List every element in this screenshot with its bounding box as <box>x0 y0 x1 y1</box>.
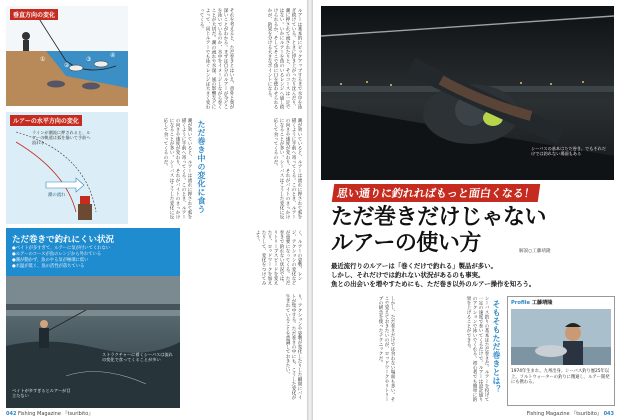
profile-name: 工藤靖隆 <box>531 300 553 306</box>
left-text-column-4: く、ルアーの姿勢、レンジ、アクションの変化などが重要になってくる。ただ巻きで釣れない状況では、リトリーブスピードを変えたり、ロッドワークを加えたりして、変化をつけてみよう。 <box>255 230 302 286</box>
panel-title: ただ巻きで釣れにくい状況 <box>12 235 115 245</box>
panel-photo-caption: ストラクチャーに着くシーバスは流れの変化で食ってくることが多い <box>102 352 173 363</box>
hero-caption: シーバスの基本はただ巻き。でもそれだけでは釣れない場面もある <box>531 146 606 157</box>
right-page <box>313 0 620 420</box>
left-text-column-3b: 潮が効いていると、ルアーは流れに押されて弧を描くように手前へ寄ってくる。このとき、ルアーの向きや速度が変わり、それがバイトのきっかけになることが多い。シーバスはこうした変化に反応して食ってくるのだ。 <box>273 118 302 220</box>
credit: 解説○工藤靖隆 <box>519 249 551 254</box>
left-page-number: 042 <box>6 411 17 417</box>
panel-bullet: ●ベイトが多すぎて、ルアーに気が付いてくれない <box>12 246 111 251</box>
left-folio-text: Fishing Magazine 『tsuribito』 <box>18 411 94 417</box>
panel-bullet-list <box>12 246 176 270</box>
fig1-step-4: ④ <box>110 52 116 59</box>
profile-text: 1974年生まれ。九州出身。シーバス釣り歴25年以上。ソルトウォーターの釣りに精通し、ルアー開発にも携わる。 <box>511 369 610 386</box>
left-text-column-3: 潮が効いていると、ルアーは流れに押されて弧を描くように手前へ寄ってくる。このとき、ルアーの向きや速度が変わり、それがバイトのきっかけになることが多い。シーバスはこうした変化に反応して食ってくるのだ。 <box>163 118 192 220</box>
right-text-column-2: しかし、ただ巻きだけでは食わない場面も多い。そこで覚えておきたいのが、ロッドワークやリトリーブの緩急を使ったテクニックだ。 <box>378 296 395 402</box>
catch-line-text: 思い通りに釣れればもっと面白くなる！ <box>332 184 541 202</box>
figure-horizontal-change <box>6 112 128 224</box>
figure-vertical-title: 垂直方向の変化 <box>10 9 58 20</box>
left-text-column-5: り、アクションや姿勢が変化したりした瞬間にバイトが集中する。ただ巻きの中にも、こうした変化が生まれていることを意識しておきたい。 <box>285 294 302 400</box>
lead-line: しかし、それだけでは釣れない状況があるのも事実。 <box>331 271 485 279</box>
panel-difficult-situations <box>6 228 180 408</box>
panel-bullet: ●潮が動かず、魚のやる気が極端に低い <box>12 258 89 263</box>
profile-photo-illustration <box>511 309 611 365</box>
lead-text <box>331 262 611 289</box>
right-subhead: そもそもただ巻きとは？ <box>492 300 501 394</box>
left-subhead: ただ巻き中の変化に食う <box>197 120 206 214</box>
profile-photo <box>511 309 611 365</box>
lead-line: 魚との出会いを増やすためにも、ただ巻き以外のルアー操作を知ろう。 <box>331 280 536 288</box>
hero-photo <box>321 6 614 180</box>
right-folio-text: Fishing Magazine 『tsuribito』 <box>526 411 602 417</box>
fig1-step-1: ① <box>40 56 46 63</box>
figure-vertical-change <box>6 6 128 106</box>
left-text-column-1: ルアーは基本的にピックアップするまで水中を泳ぎ続けている。ときに浮き上がったり沈んだり、潮に押されて流されたりと、そのコースは一定ではない。いかにルアーを魚のいるレンジへ通し続けられるか、そしてそこで魚に口を使わせられるかが、釣果を分ける大きなポイントになる。 <box>267 8 302 110</box>
panel-bullet: ●ルアーのコースが魚のレンジから外れている <box>12 252 102 257</box>
fig2-note: ラインが潮流に押されると、ルアーの軌道は弧を描いて手前へ流れる <box>32 130 91 146</box>
right-page-number: 043 <box>603 411 614 417</box>
horizontal-change-illustration <box>6 112 128 224</box>
title-line-2: ルアーの使い方 <box>331 231 481 256</box>
profile-header <box>511 299 553 306</box>
left-text-column-2: それを考えると、ただ巻きとはいえ、意外と奥が深いことがわかる。まずは自分のルアーが今どこを泳いでいるのか、水中をイメージしながら巻くことが大切だ。潮の流れや水深、風の影響などによって、同じルアーでも泳ぐレンジは大きく変わってくる。 <box>199 8 234 110</box>
left-page <box>0 0 307 420</box>
fig2-flow-label: 潮の流れ <box>48 193 66 198</box>
right-text-column-1: シーバス釣りの基本はただ巻きだ。ルアーを投げて一定の速度で巻いてくるだけで、ルアーは設計通りのアクションで泳いでくれる。初心者でも簡単に釣果を上げることができる。 <box>466 296 489 402</box>
fig1-step-2: ② <box>64 62 70 69</box>
title-line-1: ただ巻きだけじゃない <box>331 205 547 230</box>
lead-line: 最近流行りのルアーは「巻くだけで釣れる」製品が多い。 <box>331 262 497 270</box>
figure-horizontal-title: ルアーの水平方向の変化 <box>10 115 82 126</box>
right-folio <box>527 410 614 417</box>
profile-title: Profile <box>511 300 531 306</box>
catch-line <box>333 182 539 198</box>
panel-photo <box>6 276 180 408</box>
profile-box <box>507 296 615 406</box>
panel-bullet: ●水温が低く、魚の活性が落ちている <box>12 264 85 269</box>
left-folio <box>6 410 93 417</box>
panel-photo-caption-2: ベイトが多すぎるとルアーが目立たない <box>12 388 71 399</box>
fig1-step-3: ③ <box>86 56 92 63</box>
